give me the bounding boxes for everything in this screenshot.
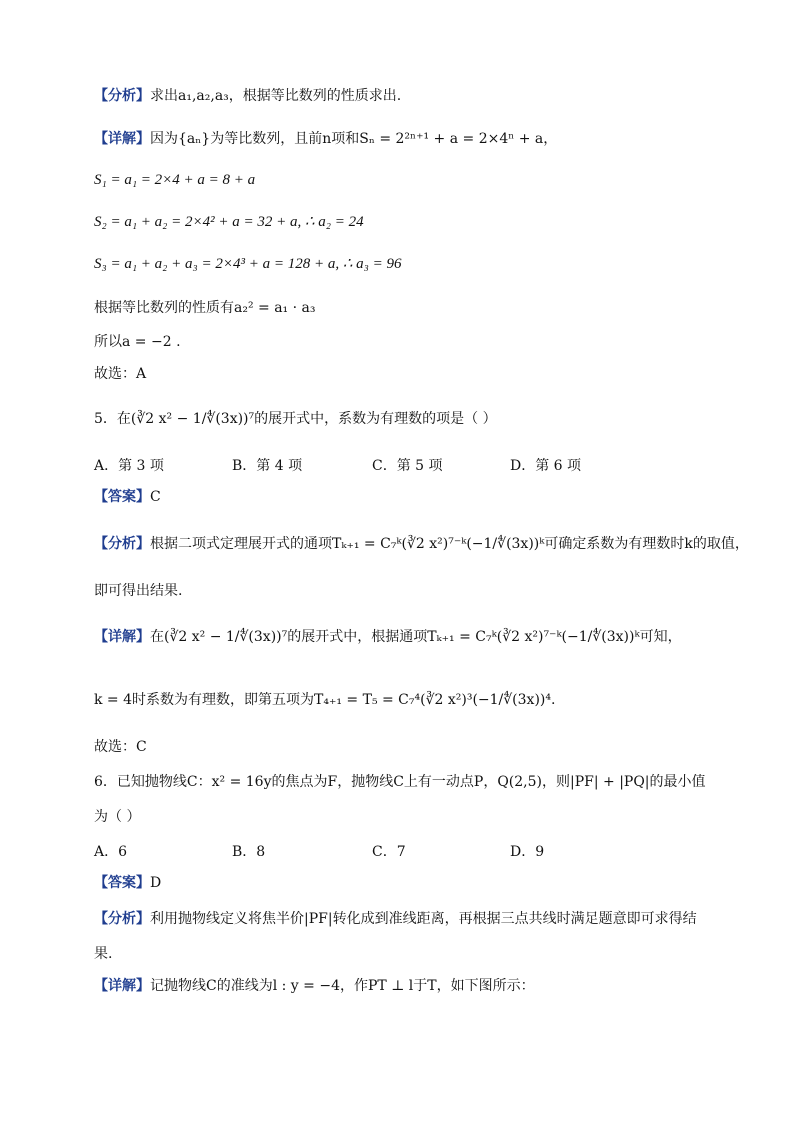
q5-option-b: B．第 4 项 (232, 458, 303, 474)
question-5: 5．在(∛2 x² − 1/∜(3x))⁷的展开式中，系数为有理数的项是（ ） (94, 411, 497, 427)
detail-line (94, 129, 557, 149)
question-6: 6．已知抛物线C：x² = 16y的焦点为F，抛物线C上有一动点P，Q(2,5)，则|PF| + |PQ|的最小值 (94, 774, 706, 790)
analysis-line (94, 909, 697, 929)
analysis-tag: 【分析】 (94, 88, 150, 104)
q6-option-b: B．8 (232, 844, 266, 860)
q6-option-c: C．7 (372, 844, 406, 860)
answer-tag: 【答案】 (94, 875, 150, 891)
line-text: 求出a₁,a₂,a₃，根据等比数列的性质求出. (150, 88, 402, 104)
line-text: 因为{aₙ}为等比数列，且前n项和Sₙ = 2²ⁿ⁺¹ + a = 2×4ⁿ + a， (150, 131, 558, 147)
detail-line (94, 627, 682, 647)
text-line: 根据等比数列的性质有a₂² = a₁ · a₃ (94, 300, 316, 316)
analysis-tag: 【分析】 (94, 911, 150, 927)
q5-option-c: C．第 5 项 (372, 458, 443, 474)
answer-tag: 【答案】 (94, 489, 150, 505)
analysis-line (94, 86, 401, 106)
detail-tag: 【详解】 (94, 629, 150, 645)
text-line: 所以a = −2 . (94, 334, 181, 350)
q5-option-d: D．第 6 项 (510, 458, 582, 474)
detail-tag: 【详解】 (94, 131, 150, 147)
question-6-cont: 为（ ） (94, 809, 141, 825)
answer-line (94, 487, 161, 507)
line-text: 记抛物线C的准线为l : y = −4，作PT ⊥ l于T，如下图所示： (150, 978, 535, 994)
answer-line (94, 873, 161, 893)
q6-option-d: D．9 (510, 844, 545, 860)
q5-option-a: A．第 3 项 (94, 458, 164, 474)
analysis-tag: 【分析】 (94, 536, 150, 552)
detail-line (94, 976, 535, 996)
text-line: 故选：C (94, 739, 147, 755)
equation-line: S₃ = a₁ + a₂ + a₃ = 2×4³ + a = 128 + a, ∴ a₃ = 96 (94, 256, 402, 272)
text-line: 即可得出结果. (94, 583, 183, 599)
equation-line: S₂ = a₁ + a₂ = 2×4² + a = 32 + a, ∴ a₂ = 24 (94, 214, 364, 230)
text-line: k = 4时系数为有理数，即第五项为T₄₊₁ = T₅ = C₇⁴(∛2 x²)³(−1/∜(3x))⁴. (94, 692, 556, 708)
detail-tag: 【详解】 (94, 978, 150, 994)
line-text: D (150, 875, 162, 891)
text-line: 果. (94, 946, 113, 962)
equation-line: S₁ = a₁ = 2×4 + a = 8 + a (94, 172, 256, 188)
analysis-line (94, 534, 749, 554)
line-text: C (150, 489, 161, 505)
line-text: 根据二项式定理展开式的通项Tₖ₊₁ = C₇ᵏ(∛2 x²)⁷⁻ᵏ(−1/∜(3x))ᵏ可确定系数为有理数时k的取值， (150, 536, 749, 552)
text-line: 故选：A (94, 366, 147, 382)
q6-option-a: A．6 (94, 844, 128, 860)
line-text: 在(∛2 x² − 1/∜(3x))⁷的展开式中，根据通项Tₖ₊₁ = C₇ᵏ(∛2 x²)⁷⁻ᵏ(−1/∜(3x))ᵏ可知， (150, 629, 682, 645)
line-text: 利用抛物线定义将焦半价|PF|转化成到准线距离，再根据三点共线时满足题意即可求得结 (150, 911, 697, 927)
